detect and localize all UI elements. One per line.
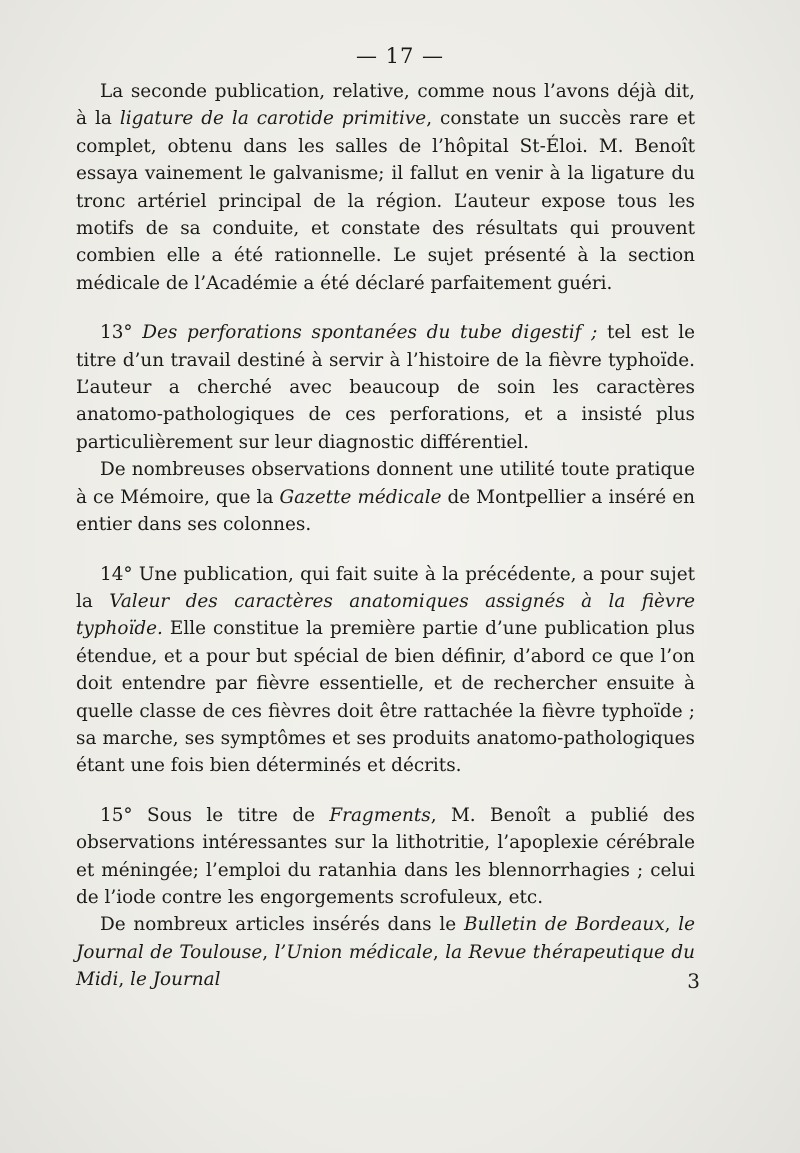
signature-mark: 3 <box>687 969 700 993</box>
paragraph-perforations <box>76 319 695 456</box>
text-run: , <box>664 914 679 936</box>
text-run: 15° Sous le titre de <box>100 804 330 826</box>
italic-title: Bulletin de Bordeaux <box>463 914 665 936</box>
text-run: 14° Une publication, qui fait suite à la précédente, a pour sujet la <box>76 563 695 612</box>
italic-title: Des perforations spontanées du tube digestif ; <box>142 322 598 344</box>
italic-title: le Journal de Toulouse <box>76 914 695 963</box>
text-run: tel est le titre d’un travail destiné à servir à l’histoire de la fièvre typhoïde. L’auteur a cherché avec beaucoup de soin les caractères anatomo-pathologiques de ces perforations, et a insisté plus particulièrement sur leur diagnostic différentiel. <box>76 322 695 453</box>
text-run: , constate un succès rare et complet, obtenu dans les salles de l’hôpital St-Éloi. M. Benoît essaya vainement le galvanisme; il fallut en venir à la ligature du tronc artériel principal de la région. L’auteur expose tous les motifs de sa conduite, et constate des résultats qui prouvent combien elle a été rationnelle. Le sujet présenté à la section médicale de l’Académie a été déclaré parfaitement guéri. <box>76 108 695 294</box>
text-run: , <box>262 941 275 963</box>
paragraph-articles <box>76 911 695 993</box>
paragraph-observations <box>76 456 695 538</box>
text-run: La seconde publication, relative, comme nous l’avons déjà dit, à la <box>76 81 695 130</box>
italic-title: le Journal <box>130 969 221 991</box>
text-run: , <box>432 941 446 963</box>
text-run: de Montpellier a inséré en entier dans ses colonnes. <box>76 486 695 536</box>
paragraph-typhoid-characters <box>76 561 695 780</box>
text-run: , <box>118 969 131 991</box>
italic-title: la Revue thérapeutique du Midi <box>76 941 696 991</box>
italic-title: Fragments <box>329 804 431 826</box>
italic-title: l’Union médicale <box>274 941 433 963</box>
text-run: De nombreuses observations donnent une utilité toute pratique à ce Mémoire, que la <box>76 459 695 508</box>
text-run: Elle constitue la première partie d’une publication plus étendue, et a pour but spécial de bien définir, d’abord ce que l’on doit entendre par fièvre essentielle, et de rechercher ensuite à quelle classe de ces fièvres doit être rattachée la fièvre typhoïde ; sa marche, ses symptômes et ses produits anatomo-pathologiques étant une fois bien déterminés et décrits. <box>76 618 695 777</box>
italic-title: Valeur des caractères anatomiques assignés à la fièvre typhoïde. <box>76 590 695 640</box>
text-run: , M. Benoît a publié des observations intéressantes sur la lithotritie, l’apoplexie cérébrale et méningée; l’emploi du ratanhia dans les blennorrhagies ; celui de l’iode contre les engorgements scrofuleux, etc. <box>76 804 695 908</box>
paragraph-fragments <box>76 802 695 912</box>
italic-title: Gazette médicale <box>279 486 442 508</box>
italic-title: ligature de la carotide primitive <box>119 108 427 130</box>
paragraph-carotid-ligature <box>76 78 695 297</box>
text-run: 13° <box>100 322 143 344</box>
text-run: De nombreux articles insérés dans le <box>100 914 464 936</box>
body-text <box>76 78 695 994</box>
page-number: — 17 — <box>355 44 445 68</box>
